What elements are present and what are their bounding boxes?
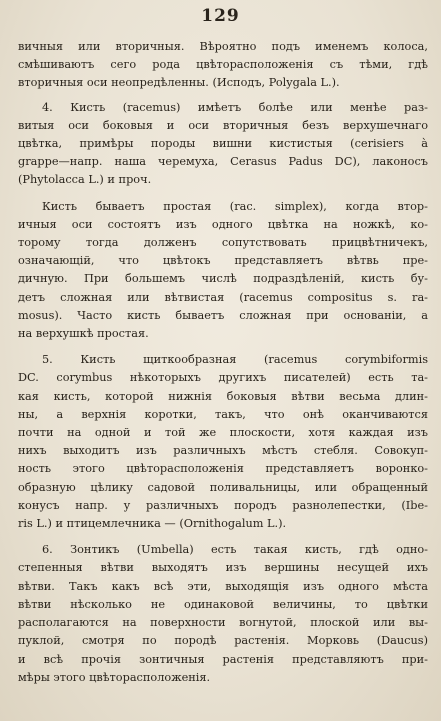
text-line: кая кисть, которой нижнія боковыя вѣтви весьма длин- [18,389,428,403]
paragraph-continuation [18,38,428,93]
text-line: означающій, что цвѣтокъ представляетъ вѣтвь пре- [18,254,428,268]
text-line: ris L.) и птицемлечника — (Ornithogalum L.). [18,517,287,531]
text-line: и всѣ прочія зонтичныя растенія представляютъ при- [18,652,428,666]
text-line: mosus). Часто кисть бываетъ сложная при основаніи, а [18,308,428,322]
text-line: Кисть бываетъ простая (rac. simplex), когда втор- [42,199,428,213]
text-line: вѣтви. Такъ какъ всѣ эти, выходящія изъ одного мѣста [18,579,428,593]
text-line: 6. Зонтикъ (Umbella) есть такая кисть, гдѣ одно- [42,543,428,557]
text-line: цвѣтка, примѣры породы вишни кистистыя (cerisiers à [18,137,428,151]
text-line: ны, а верхнія коротки, такъ, что онѣ оканчиваются [18,407,428,421]
text-line: дичную. При большемъ числѣ подраздѣленій, кисть бу- [18,272,428,286]
text-line: на верхушкѣ простая. [18,327,149,341]
page-number: 129 [201,6,240,26]
text-line: образную цѣлику садовой поливальницы, или обращенный [18,480,428,494]
paragraph-simple-raceme [18,198,428,344]
text-line: (Phytolacca L.) и проч. [18,173,152,187]
text-line: смѣшиваютъ сего рода цвѣторасположенія съ тѣми, гдѣ [18,58,428,72]
text-line: 4. Кисть (racemus) имѣетъ болѣе или менѣе раз- [42,100,428,114]
text-line: детъ сложная или вѣтвистая (racemus compositus s. ra- [18,290,428,304]
text-line: витыя оси боковыя и оси вторичныя безъ верхушечнаго [18,118,428,132]
text-line: ность этого цвѣторасположенія представляетъ воронко- [18,462,428,476]
text-line: пуклой, смотря по породѣ растенія. Морковь (Daucus) [18,634,428,648]
text-line: grappe—напр. наша черемуха, Cerasus Padus DC), лаконосъ [18,155,428,169]
text-line: вѣтви нѣсколько не одинаковой величины, то цвѣтки [18,597,428,611]
text-line: вторичныя оси неопредѣленны. (Исподъ, Polygala L.). [18,76,340,90]
text-line: вичныя или вторичныя. Вѣроятно подъ именемъ колоса, [18,40,428,53]
paragraph-corymbiform [18,351,428,533]
text-line: почти на одной и той же плоскости, хотя каждая изъ [18,426,428,440]
text-line: мѣры этого цвѣторасположенія. [18,670,211,684]
text-line: ичныя оси состоятъ изъ одного цвѣтка на ножкѣ, ко- [18,217,428,231]
paragraph-umbella [18,541,428,687]
text-line: нихъ выходитъ изъ различныхъ мѣстъ стебля. Совокуп- [18,444,428,458]
text-line: DC. corymbus нѣкоторыхъ другихъ писателей) есть та- [18,371,428,385]
text-line: конусъ напр. у различныхъ породъ разнолепестки, (Ibe- [18,498,428,512]
text-line: торому тогда долженъ сопутствовать прицвѣтничекъ, [18,236,428,250]
text-line: располагаются на поверхности вогнутой, плоской или вы- [18,616,428,630]
body-text [18,38,428,693]
text-line: 5. Кисть щиткообразная (racemus corymbiformis [42,353,428,367]
paragraph-racemus [18,99,428,190]
text-line: степенныя вѣтви выходятъ изъ вершины несущей ихъ [18,561,428,575]
